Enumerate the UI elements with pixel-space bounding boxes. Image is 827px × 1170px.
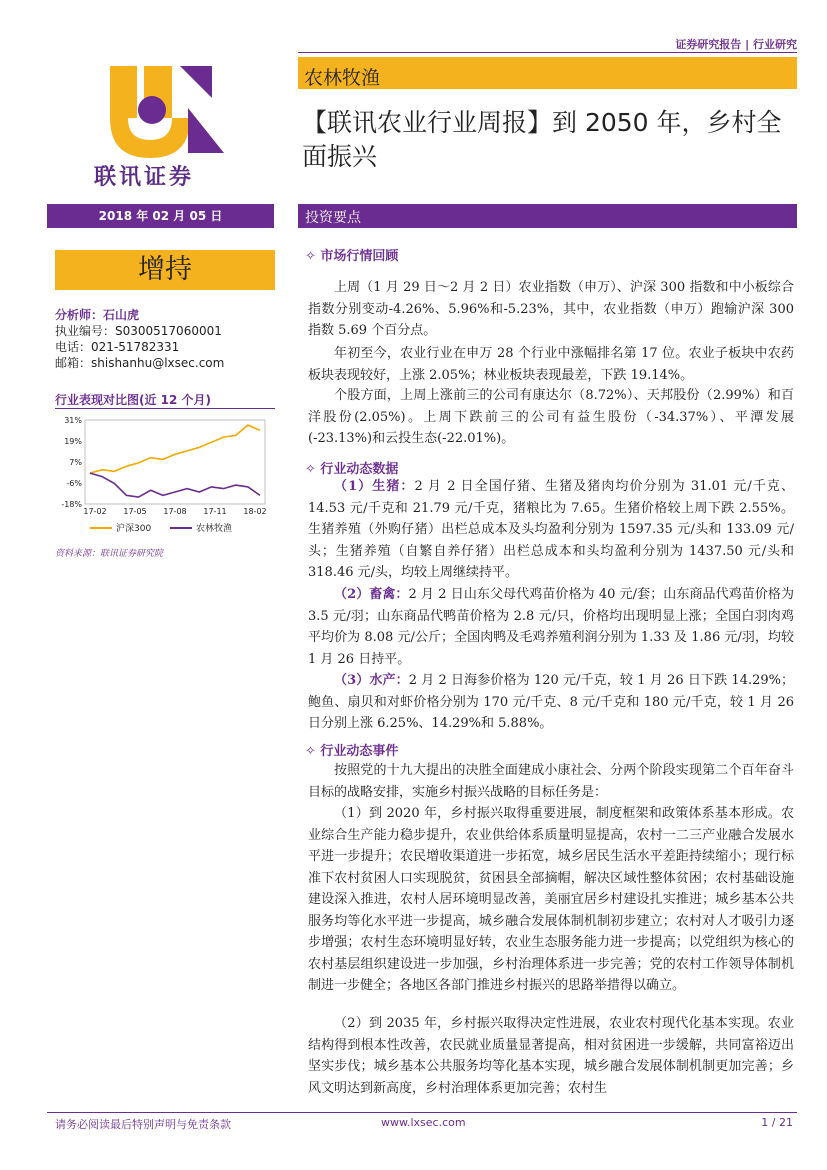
- report-title: 【联讯农业行业周报】到 2050 年，乡村全面振兴: [302, 108, 782, 171]
- data-para-aquatic-head: （3）水产：: [334, 673, 409, 688]
- market-para-3: 个股方面，上周上涨前三的公司有康达尔（8.72%）、天邦股份（2.99%）和百洋股份(2.05%)。上周下跌前三的公司有益生股份（-34.37%）、平潭发展(-23.13%)和云投生态(-22.01%)。: [308, 388, 794, 446]
- data-para-hog-text: 2 月 2 日全国仔猪、生猪及猪肉均价分别为 31.01 元/千克、14.53 元/千克和 21.79 元/千克，猪粮比为 7.65。生猪价格较上周下跌 2.55%。生猪养殖（外购仔猪）出栏总成本及头均盈利分别为 1597.35 元/头和 133.09 元/头；生猪养殖（自繁自养仔猪）出栏总成本和头均盈利分别为 1437.50 元/头和 318.46 元/头，均较上周继续持平。: [308, 479, 794, 580]
- series-line-1: [90, 473, 260, 497]
- chart-source: 资料来源：联讯证券研究院: [55, 549, 164, 559]
- analyst-license: 执业编号：S0300517060001: [55, 324, 222, 338]
- invest-points-bar: [298, 204, 797, 228]
- analyst-email[interactable]: 邮箱：shishanhu@lxsec.com: [55, 356, 225, 370]
- events-para-2: （1）到 2020 年，乡村振兴取得重要进展，制度框架和政策体系基本形成。农业综合生产能力稳步提升，农业供给体系质量明显提高，农村一二三产业融合发展水平进一步提升；农民增收渠道进一步拓宽，城乡居民生活水平差距持续缩小；现行标准下农村贫困人口实现脱贫，贫困县全部摘帽，解决区域性整体贫困；农村基础设施建设深入推进，农村人居环境明显改善，美丽宜居乡村建设扎实推进；城乡基本公共服务均等化水平进一步提高，城乡融合发展体制机制初步建立；农村对人才吸引力逐步增强；农村生态环境明显好转，农业生态服务能力进一步提高；以党组织为核心的农村基层组织建设进一步加强，乡村治理体系进一步完善；党的农村工作领导体制机制进一步健全；各地区各部门推进乡村振兴的思路举措得以确立。: [308, 806, 794, 993]
- performance-chart: [55, 412, 280, 542]
- sector-label: 农林牧渔: [304, 67, 381, 89]
- report-date: 2018 年 02 月 05 日: [47, 204, 274, 228]
- section-events-title: ✧ 行业动态事件: [305, 744, 399, 759]
- y-tick-label: 19%: [64, 437, 82, 446]
- analyst-name: 石山虎: [103, 308, 140, 322]
- market-para-1: 上周（1 月 29 日～2 月 2 日）农业指数（申万）、沪深 300 指数和中小板综合指数分别变动-4.26%、5.96%和-5.23%，其中，农业指数（申万）跑输沪深 300 指数 5.69 个百分点。: [308, 280, 794, 338]
- market-para-2: 年初至今，农业行业在申万 28 个行业中涨幅排名第 17 位。农业子板块中农药板块表现较好，上涨 2.05%；林业板块表现最差，下跌 19.14%。: [308, 346, 794, 383]
- x-tick-label: 17-05: [123, 507, 147, 516]
- section-data-title: ✧ 行业动态数据: [305, 462, 399, 477]
- data-para-hog-head: （1）生猪：: [334, 479, 415, 494]
- header-rule: [298, 52, 797, 53]
- data-para-aquatic: [308, 670, 794, 735]
- page-number: 1 / 21: [761, 1116, 793, 1129]
- logo-text: 联讯证券: [94, 164, 195, 190]
- footer-disclaimer[interactable]: 请务必阅读最后特别声明与免责条款: [55, 1118, 231, 1131]
- y-tick-label: -18%: [61, 500, 82, 509]
- data-para-aquatic-text: 2 月 2 日海参价格为 120 元/千克，较 1 月 26 日下跌 14.29%；鲍鱼、扇贝和对虾价格分别为 170 元/千克、8 元/千克和 180 元/千克，较 1 月 26 日分别上涨 6.25%、14.29%和 5.88%。: [308, 673, 794, 731]
- events-para-1: 按照党的十九大提出的决胜全面建成小康社会、分两个阶段实现第二个百年奋斗目标的战略安排，实施乡村振兴战略的目标任务是：: [308, 763, 794, 800]
- y-tick-label: 7%: [69, 458, 82, 467]
- series-line-0: [90, 425, 260, 473]
- report-type-header: 证券研究报告 | 行业研究: [675, 38, 797, 51]
- footer-rule: [47, 1112, 797, 1113]
- section-market-title: ✧ 市场行情回顾: [305, 249, 399, 264]
- chart-title: 行业表现对比图(近 12 个月): [55, 393, 212, 407]
- data-para-poultry-text: 2 月 2 日山东父母代鸡苗价格为 40 元/套；山东商品代鸡苗价格为 3.5 元/羽；山东商品代鸭苗价格为 2.8 元/只，价格均出现明显上涨；全国白羽肉鸡平均价为 8.08 元/公斤；全国肉鸭及毛鸡养殖利润分别为 1.33 及 1.86 元/羽，均较 1 月 26 日持平。: [308, 587, 794, 667]
- x-tick-label: 17-08: [163, 507, 187, 516]
- y-tick-label: 31%: [64, 416, 82, 425]
- x-tick-label: 18-02: [243, 507, 267, 516]
- rating-label: 增持: [138, 254, 192, 285]
- data-para-poultry-head: （2）畜禽：: [334, 587, 409, 602]
- chart-title-rule: [55, 408, 275, 409]
- legend-label-1: 农林牧渔: [196, 524, 233, 534]
- events-para-3: （2）到 2035 年，乡村振兴取得决定性进展，农业农村现代化基本实现。农业结构得到根本性改善，农民就业质量显著提高，相对贫困进一步缓解，共同富裕迈出坚实步伐；城乡基本公共服务均等化基本实现，城乡融合发展体制机制更加完善；乡风文明达到新高度，乡村治理体系更加完善；农村生: [308, 1016, 794, 1096]
- analyst-name-label: 分析师：: [55, 308, 104, 322]
- footer-website[interactable]: www.lxsec.com: [381, 1116, 466, 1129]
- y-tick-label: -6%: [66, 479, 82, 488]
- legend-label-0: 沪深300: [116, 524, 152, 534]
- analyst-phone: 电话：021-51782331: [55, 340, 180, 354]
- data-para-poultry: [308, 584, 794, 670]
- x-tick-label: 17-02: [83, 507, 107, 516]
- data-para-hog: [308, 476, 794, 584]
- analyst-info: [55, 307, 224, 371]
- invest-points-label: 投资要点: [305, 210, 361, 226]
- x-tick-label: 17-11: [203, 507, 227, 516]
